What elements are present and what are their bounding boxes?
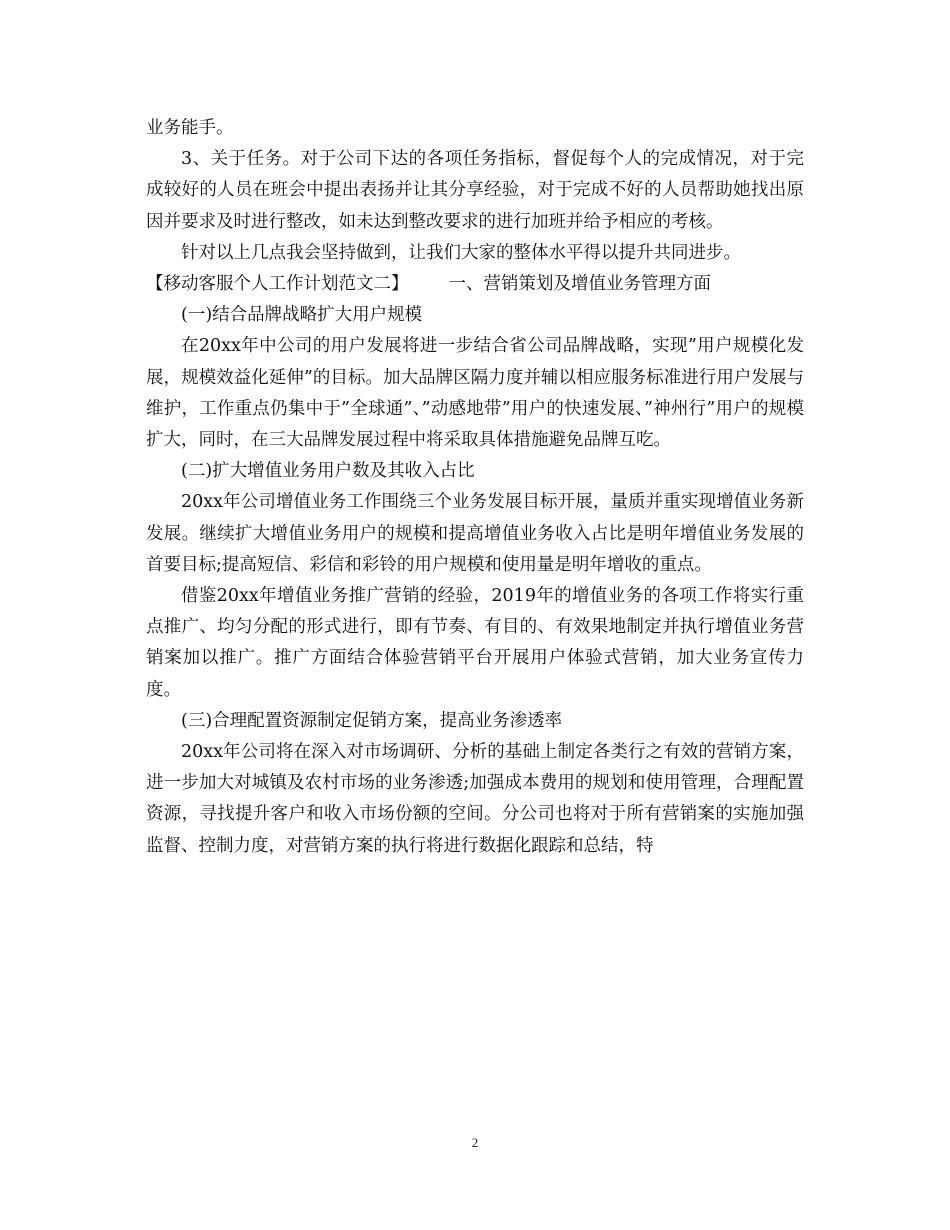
subheading-value-added: (二)扩大增值业务用户数及其收入占比 [181, 461, 475, 482]
subsection-heading: 一、营销策划及增值业务管理方面 [448, 274, 711, 295]
paragraph-resource-allocation: 20xx年公司将在深入对市场调研、分析的基础上制定各类行之有效的营销方案，进一步加大对城镇及农村市场的业务渗透;加强成本费用的规划和使用管理，合理配置资源，寻找提升客户和收入市场份额的空间。分公司也将对于所有营销案的实施加强监督、控制力度，对营销方案的执行将进行数据化跟踪和总结，特 [146, 742, 804, 856]
paragraph-summary: 针对以上几点我会坚持做到，让我们大家的整体水平得以提升共同进步。 [181, 242, 741, 263]
section-heading-line [146, 269, 804, 300]
paragraph-task: 3、关于任务。对于公司下达的各项任务指标，督促每个人的完成情况，对于完成较好的人员在班会中提出表扬并让其分享经验，对于完成不好的人员帮助她找出原因并要求及时进行整改，如未达到整改要求的进行加班并给予相应的考核。 [146, 149, 804, 232]
page-number: 2 [471, 1135, 479, 1150]
paragraph-brand-strategy: 在20xx年中公司的用户发展将进一步结合省公司品牌战略，实现”用户规模化发展，规模效益化延伸”的目标。加大品牌区隔力度并辅以相应服务标准进行用户发展与维护，工作重点仍集中于”全球通”、”动感地带”用户的快速发展、”神州行”用户的规模扩大，同时，在三大品牌发展过程中将采取具体措施避免品牌互吃。 [146, 336, 804, 451]
paragraph-value-added-promotion: 借鉴20xx年增值业务推广营销的经验，2019年的增值业务的各项工作将实行重点推广、均匀分配的形式进行，即有节奏、有目的、有效果地制定并执行增值业务营销案加以推广。推广方面结合体验营销平台开展用户体验式营销，加大业务宣传力度。 [146, 586, 804, 700]
document-section-title: 【移动客服个人工作计划范文二】 [146, 274, 409, 295]
subheading-resource-allocation: (三)合理配置资源制定促销方案，提高业务渗透率 [181, 710, 563, 731]
subheading-brand-strategy: (一)结合品牌战略扩大用户规模 [181, 305, 423, 326]
paragraph-continuation: 业务能手。 [146, 118, 234, 138]
document-body [146, 113, 804, 862]
paragraph-value-added-goals: 20xx年公司增值业务工作围绕三个业务发展目标开展，量质并重实现增值业务新发展。继续扩大增值业务用户的规模和提高增值业务收入占比是明年增值业务发展的首要目标;提高短信、彩信和彩铃的用户规模和使用量是明年增收的重点。 [146, 492, 804, 575]
